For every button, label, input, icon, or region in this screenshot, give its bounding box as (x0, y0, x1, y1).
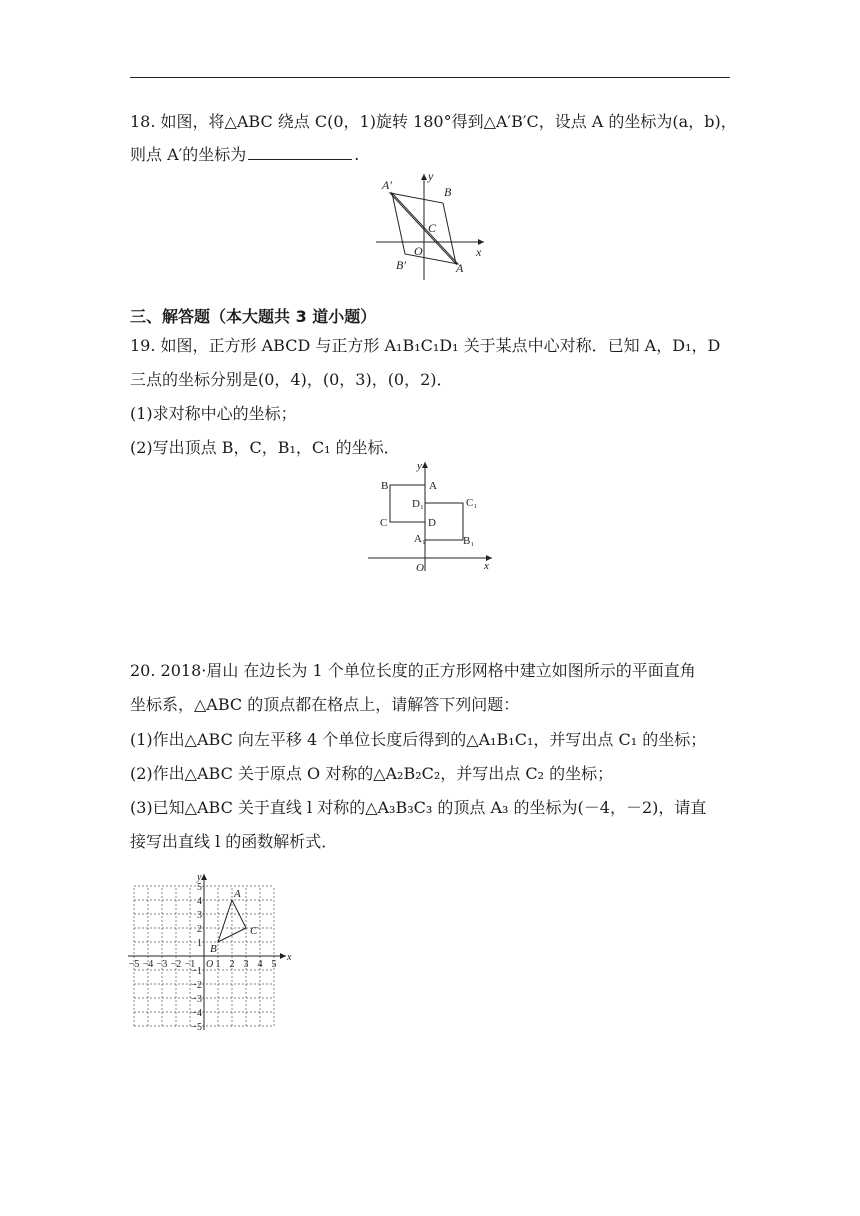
section-3-title: 三、解答题（本大题共 3 道小题） (130, 307, 377, 326)
label-c1: C₁ (466, 497, 478, 509)
y-tick-label: 5 (197, 882, 202, 893)
label-d1: D₁ (412, 498, 424, 510)
label-c: C (380, 517, 388, 529)
label-a-prime: A′ (382, 178, 392, 192)
y-tick-label: −4 (191, 1008, 202, 1019)
q18-line2 (130, 145, 359, 165)
label-b1: B₁ (463, 535, 475, 547)
q20-part3-line2: 接写出直线 l 的函数解析式． (130, 832, 338, 851)
q18-line1: 18. 如图，将△ABC 绕点 C(0，1)旋转 180°得到△A′B′C，设点 A 的坐标为(a，b)， (130, 112, 737, 131)
label-b: B (381, 480, 389, 492)
y-axis-label: y (197, 872, 202, 883)
x-tick-label: 2 (229, 959, 235, 970)
label-a: A (429, 480, 437, 492)
q20-part2: (2)作出△ABC 关于原点 O 对称的△A₂B₂C₂，并写出点 C₂ 的坐标； (130, 764, 614, 783)
x-tick-label: 1 (215, 959, 221, 970)
q20-part1: (1)作出△ABC 向左平移 4 个单位长度后得到的△A₁B₁C₁，并写出点 C₁ 的坐标； (130, 730, 707, 749)
vertex-label-a: A (234, 888, 241, 900)
q19-line1: 19. 如图，正方形 ABCD 与正方形 A₁B₁C₁D₁ 关于某点中心对称．已知 A，D₁，D (130, 336, 721, 355)
top-rule (130, 77, 730, 78)
y-tick-label: −2 (191, 980, 202, 991)
y-arrow-icon (422, 462, 428, 468)
x-tick-label: −2 (170, 959, 182, 970)
label-o: O (416, 562, 424, 574)
q19-line2: 三点的坐标分别是(0，4)，(0，3)，(0，2)． (130, 370, 453, 389)
y-tick-label: 3 (197, 910, 202, 921)
y-tick-label: 2 (197, 924, 202, 935)
label-b: B (444, 185, 452, 199)
x-arrow-icon (280, 953, 286, 959)
x-tick-label: 5 (271, 959, 277, 970)
q19-part1: (1)求对称中心的坐标； (130, 404, 297, 423)
x-tick-label: −1 (184, 959, 196, 970)
x-tick-label: −5 (128, 959, 140, 970)
x-axis-label: x (287, 952, 292, 963)
answer-blank (248, 145, 352, 160)
y-arrow-icon (201, 874, 207, 880)
q18-line2-prefix: 则点 A′的坐标为 (130, 145, 247, 164)
vertex-label-c: C (250, 925, 258, 937)
label-a1: A₁ (414, 533, 426, 545)
q19-part2: (2)写出顶点 B，C，B₁，C₁ 的坐标． (130, 438, 400, 457)
q19-figure (364, 456, 498, 576)
q20-line2: 坐标系，△ABC 的顶点都在格点上，请解答下列问题： (130, 695, 520, 714)
label-b-prime: B′ (396, 258, 406, 272)
label-o: O (414, 244, 423, 258)
y-tick-label: −3 (191, 994, 202, 1005)
q18-figure (370, 168, 490, 288)
q20-grid-figure (124, 862, 300, 1032)
x-tick-label: 4 (257, 959, 263, 970)
q18-line2-suffix: . (354, 145, 360, 164)
label-d: D (428, 517, 436, 529)
q20-part3-line1: (3)已知△ABC 关于直线 l 对称的△A₃B₃C₃ 的顶点 A₃ 的坐标为(－4，－2)，请直 (130, 798, 707, 817)
label-x: x (484, 560, 489, 572)
vertex-label-b: B (210, 943, 217, 955)
x-tick-label: 3 (243, 959, 249, 970)
y-tick-label: −5 (191, 1022, 202, 1033)
x-tick-label: −4 (142, 959, 154, 970)
y-tick-label: −1 (191, 966, 202, 977)
label-x: x (476, 245, 482, 259)
q20-line1: 20. 2018·眉山 在边长为 1 个单位长度的正方形网格中建立如图所示的平面直角 (130, 661, 696, 680)
origin-label: O (206, 959, 214, 970)
x-tick-label: −3 (156, 959, 168, 970)
y-tick-label: 4 (197, 896, 202, 907)
label-a: A (456, 261, 464, 275)
y-tick-label: 1 (197, 938, 202, 949)
label-y: y (428, 169, 434, 183)
y-arrow-icon (421, 174, 427, 180)
label-c: C (428, 221, 437, 235)
label-y: y (417, 460, 422, 472)
